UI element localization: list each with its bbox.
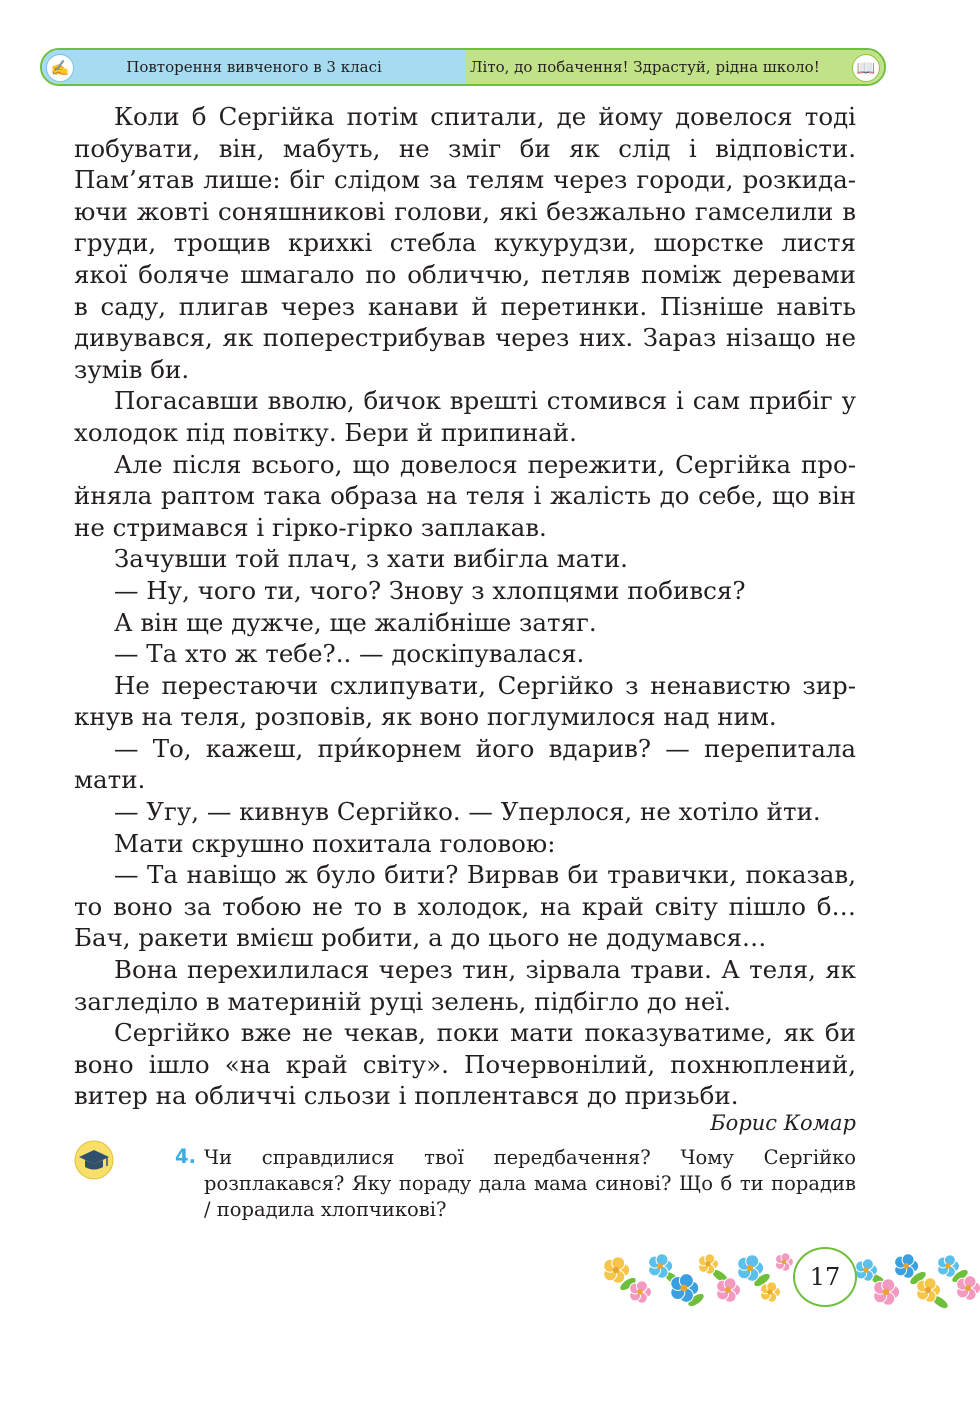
page-number [793,1247,857,1307]
story-paragraph: Вона перехилилася через тин, зірвала трави. А теля, як загледіло в материній руці зелень, підбігло до неї. [74,955,856,1016]
pen-icon: ✍ [46,54,74,82]
story-paragraph: — То, кажеш, при́корнем його вдарив? — перепитала мати. [74,733,856,795]
task-text: Чи справдилися твої передбачення? Чому Сергійко розплакався? Яку пораду дала мама синові? Що б ти порадив / порадила хлопчикові? [204,1146,856,1221]
graduation-cap-icon [74,1140,114,1180]
task-number: 4. [175,1145,196,1168]
story-paragraph: Погасавши вволю, бичок врешті стомився і сам прибіг у холодок під повітку. Бери й припинай. [74,386,856,447]
flower-icon [895,1254,919,1279]
header-left-title: Повторення вивченого в 3 класі [126,58,382,76]
header-section-left [42,50,466,84]
flower-icon [874,1279,900,1306]
flower-icon [957,1276,980,1301]
story-paragraph: Зачувши той плач, з хати вибігла мати. [114,544,628,574]
story-paragraph: — Ну, чого ти, чого? Знову з хлопцями побився? [114,575,746,605]
story-paragraph: — Та навіщо ж було бити? Вирвав би травички, показав, то воно за тобою не то в холодок, на край світу пішло б… Бач, ракети вмієш робити, а до цього не додумався… [74,860,856,953]
header-right-title: Літо, до побачення! Здрастуй, рідна школо! [470,58,820,76]
chapter-header-banner [40,48,886,86]
story-paragraph: Але після всього, що довелося пережити, Сергійка пройняла раптом така образа на теля і жалість до себе, що він не стримався і гірко-гірко заплакав. [74,449,856,542]
story-text [74,101,856,1112]
flowers-decoration [598,1240,980,1320]
story-paragraph: А він ще дужче, ще жалібніше затяг. [114,607,597,637]
story-paragraph: Сергійко вже не чекав, поки мати показуватиме, як би воно ішло «на край світу». Почервонілий, похнюплений, витер на обличчі сльози і поплентався до призьби. [74,1018,856,1111]
flower-icon [775,1253,793,1271]
story-paragraph: Коли б Сергійка потім спитали, де йому довелося тоді побувати, він, мабуть, не зміг би як слід і відповісти. Пам’ятав лише: біг слідом за телям через городи, розкидаючи жовті соняшникові голови, які безжально гамселили в груди, трощив крихкі стебла кукурудзи, шорстке листя якої боляче шмагало по обличчю, петляв поміж деревами в саду, плигав через канави й перетинки. Пізніше навіть дивувався, як поперестрибував через них. Зараз нізащо не зумів би. [74,102,856,384]
book-icon: 📖 [852,54,880,82]
flower-icon [630,1281,652,1304]
flower-icon [604,1257,630,1284]
story-paragraph: Не перестаючи схлипувати, Сергійко з ненавистю зиркнув на теля, розповів, як воно поглумилося над ним. [74,670,856,732]
flower-icon [717,1278,741,1303]
story-paragraph: — Угу, — кивнув Сергійко. — Уперлося, не хотіло йти. [114,797,821,827]
story-author: Борис Комар [710,1111,856,1135]
header-section-right [466,50,884,84]
flower-icon [761,1282,781,1302]
story-paragraph: Мати скрушно похитала головою: [114,828,556,858]
page-number-text: 17 [809,1263,841,1291]
story-paragraph: — Та хто ж тебе?.. — доскіпувалася. [114,639,585,669]
